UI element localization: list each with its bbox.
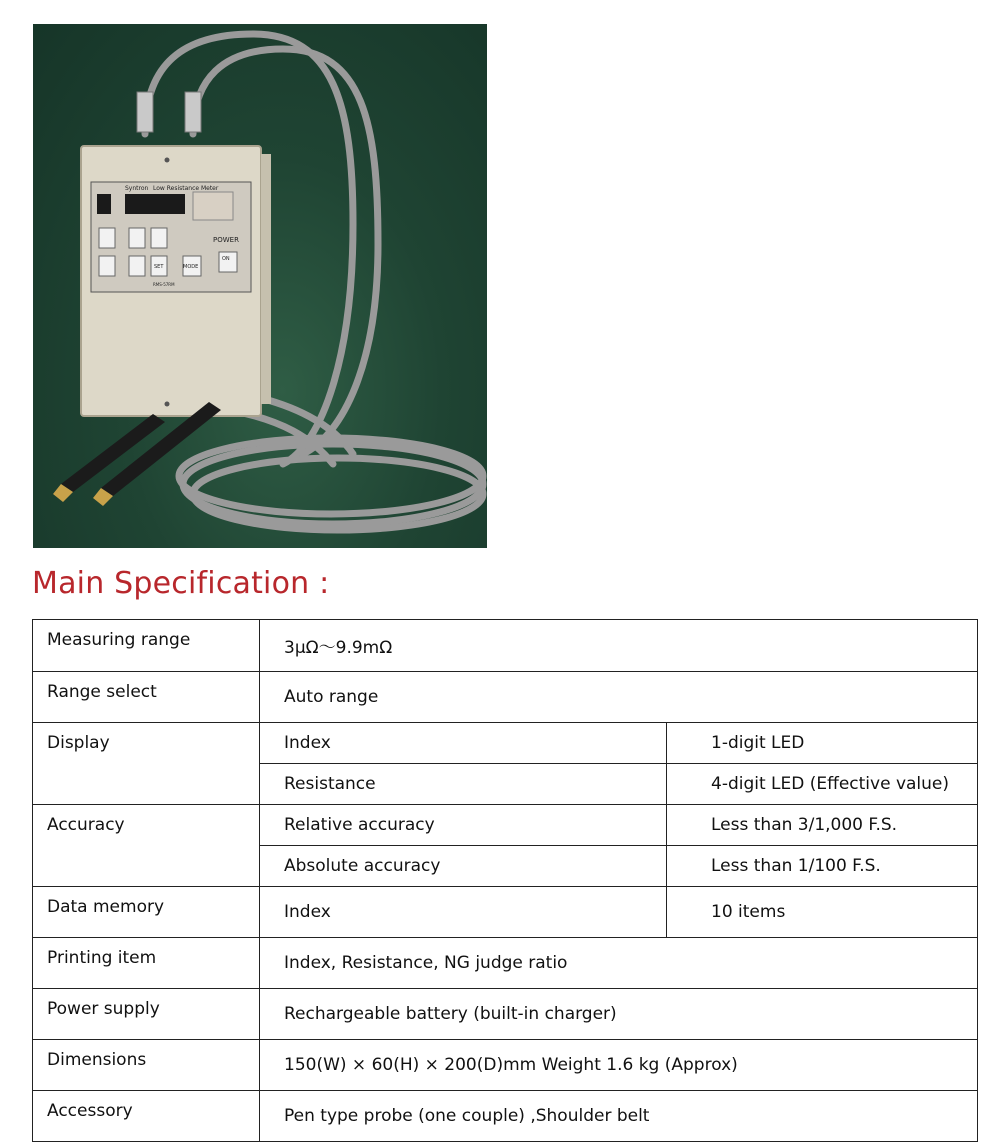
table-row (33, 723, 978, 764)
range-select-value: Auto range (260, 672, 978, 723)
relative-accuracy-value: Less than 3/1,000 F.S. (667, 805, 978, 846)
product-photo (33, 24, 487, 548)
specification-table (32, 619, 978, 1142)
dimensions-value: 150(W) × 60(H) × 200(D)mm Weight 1.6 kg (Approx) (260, 1040, 978, 1091)
set-button-label: SET (154, 264, 164, 270)
display-resistance-value: 4-digit LED (Effective value) (667, 764, 978, 805)
main-specification-heading: Main Specification : (32, 566, 330, 601)
mode-button-label: MODE (183, 264, 199, 270)
low-resistance-meter-image (33, 24, 487, 548)
table-row (33, 672, 978, 723)
printing-item-value: Index, Resistance, NG judge ratio (260, 938, 978, 989)
display-resistance-item: Resistance (260, 764, 667, 805)
display-index-item: Index (260, 723, 667, 764)
accessory-value: Pen type probe (one couple) ,Shoulder belt (260, 1091, 978, 1142)
measuring-range-value: 3μΩ〜9.9mΩ (260, 620, 978, 672)
absolute-accuracy-value: Less than 1/100 F.S. (667, 846, 978, 887)
table-row (33, 887, 978, 938)
on-button-label: ON (222, 256, 230, 262)
absolute-accuracy-item: Absolute accuracy (260, 846, 667, 887)
device-model-text: RMS-57RM (153, 282, 175, 287)
table-row (33, 1040, 978, 1091)
display-index-value: 1-digit LED (667, 723, 978, 764)
device-brand-text: Syntron (125, 185, 149, 192)
printing-item-label: Printing item (33, 938, 260, 989)
measuring-range-label: Measuring range (33, 620, 260, 672)
table-row (33, 805, 978, 846)
device-title-text: Low Resistance Meter (153, 185, 219, 192)
power-supply-label: Power supply (33, 989, 260, 1040)
dimensions-label: Dimensions (33, 1040, 260, 1091)
table-row (33, 620, 978, 672)
power-label: POWER (213, 236, 239, 244)
power-supply-value: Rechargeable battery (built-in charger) (260, 989, 978, 1040)
table-row (33, 989, 978, 1040)
table-row (33, 938, 978, 989)
data-memory-value: 10 items (667, 887, 978, 938)
data-memory-label: Data memory (33, 887, 260, 938)
range-select-label: Range select (33, 672, 260, 723)
accuracy-label: Accuracy (33, 805, 260, 887)
data-memory-item: Index (260, 887, 667, 938)
display-label: Display (33, 723, 260, 805)
accessory-label: Accessory (33, 1091, 260, 1142)
relative-accuracy-item: Relative accuracy (260, 805, 667, 846)
table-row (33, 1091, 978, 1142)
